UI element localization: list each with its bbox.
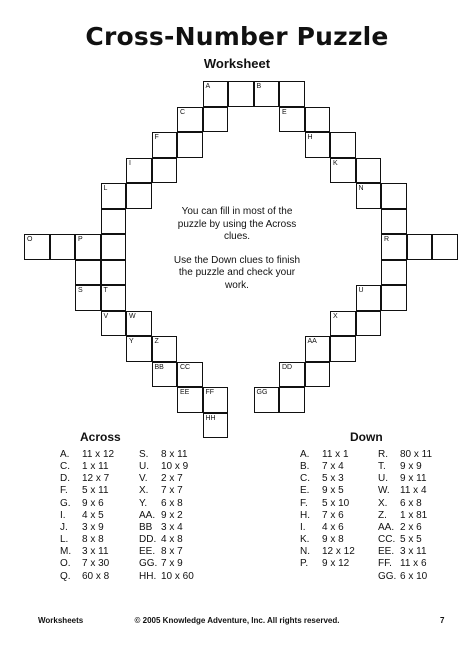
grid-cell[interactable]	[254, 387, 280, 413]
cell-label: O	[27, 236, 33, 243]
clue-row	[60, 558, 114, 570]
cell-label: C	[180, 108, 186, 116]
across-heading: Across	[80, 430, 121, 444]
clue-text: 6 x 8	[161, 497, 183, 509]
clue-label: U.	[139, 461, 149, 473]
clue-row	[378, 498, 432, 510]
grid-cell[interactable]	[177, 387, 203, 413]
cell-label: S	[78, 287, 83, 294]
clue-text: 4 x 5	[82, 509, 104, 521]
clue-text: 8 x 8	[82, 534, 104, 546]
footer-left: Worksheets	[38, 616, 84, 625]
grid-cell[interactable]	[203, 387, 229, 413]
grid-cell[interactable]	[381, 234, 407, 260]
clue-text: 5 x 11	[82, 485, 109, 497]
clue-label: EE.	[139, 546, 156, 558]
grid-cell[interactable]	[330, 311, 356, 337]
clue-label: AA.	[378, 521, 395, 533]
clue-row	[139, 510, 194, 522]
grid-cell[interactable]	[203, 81, 229, 107]
grid-cell[interactable]	[101, 285, 127, 311]
grid-cell[interactable]	[330, 336, 356, 362]
grid-cell[interactable]	[152, 362, 178, 388]
clue-text: 3 x 11	[82, 546, 109, 558]
clue-row	[60, 473, 114, 485]
grid-cell[interactable]	[126, 158, 152, 184]
down-clues-col1	[300, 449, 355, 571]
grid-cell[interactable]	[254, 81, 280, 107]
clue-row	[60, 485, 114, 497]
clue-label: D.	[60, 473, 70, 485]
clue-label: A.	[300, 449, 310, 460]
clue-row	[300, 473, 355, 485]
grid-cell[interactable]	[305, 336, 331, 362]
clue-row	[378, 534, 432, 546]
clue-text: 5 x 5	[400, 534, 422, 546]
clue-row	[378, 522, 432, 534]
clue-text: 60 x 8	[82, 570, 110, 582]
cell-label: H	[307, 134, 313, 141]
grid-cell[interactable]	[152, 336, 178, 362]
cell-label: FF	[205, 389, 215, 396]
clue-text: 4 x 6	[322, 521, 344, 533]
clue-text: 4 x 8	[161, 534, 183, 546]
cell-label: GG	[256, 389, 268, 396]
clue-row	[139, 449, 194, 461]
clue-row	[139, 546, 194, 558]
clue-label: C.	[60, 461, 70, 473]
clue-text: 1 x 81	[400, 509, 428, 521]
grid-cell[interactable]	[75, 234, 101, 260]
grid-cell[interactable]	[305, 107, 331, 133]
grid-cell[interactable]	[279, 387, 305, 413]
clue-label: B.	[300, 461, 310, 473]
clue-row	[60, 510, 114, 522]
cell-label: HH	[205, 414, 216, 422]
page-title: Cross-Number Puzzle	[85, 22, 389, 51]
clue-row	[300, 449, 355, 461]
clue-label: GG.	[139, 558, 158, 570]
clue-text: 8 x 7	[161, 546, 183, 558]
instructions	[170, 206, 304, 303]
clue-label: GG.	[378, 570, 397, 582]
grid-cell[interactable]	[50, 234, 76, 260]
clue-row	[139, 498, 194, 510]
across-clues-col2	[139, 449, 194, 583]
clue-text: 3 x 11	[400, 546, 427, 558]
clue-text: 12 x 7	[82, 473, 110, 485]
clue-row	[139, 558, 194, 570]
clue-row	[300, 558, 355, 570]
grid-cell[interactable]	[279, 107, 305, 133]
cell-label: P	[78, 236, 83, 243]
clue-text: 2 x 6	[400, 521, 422, 533]
clue-row	[378, 510, 432, 522]
grid-cell[interactable]	[330, 132, 356, 158]
clue-label: C.	[300, 473, 310, 485]
grid-cell[interactable]	[279, 81, 305, 107]
grid-cell[interactable]	[203, 413, 229, 439]
grid-cell[interactable]	[228, 81, 254, 107]
grid-cell[interactable]	[356, 285, 382, 311]
grid-cell[interactable]	[101, 209, 127, 235]
cell-label: I	[129, 159, 131, 167]
clue-label: F.	[60, 485, 68, 497]
clue-text: 10 x 60	[161, 570, 194, 582]
clue-label: I.	[60, 509, 66, 521]
clue-label: Y.	[139, 497, 148, 509]
clue-label: P.	[300, 558, 309, 570]
clue-text: 3 x 9	[82, 521, 104, 533]
clue-text: 6 x 10	[400, 570, 428, 582]
clue-text: 7 x 30	[82, 558, 110, 570]
clue-text: 9 x 6	[82, 497, 104, 509]
clue-row	[300, 546, 355, 558]
cell-label: A	[205, 83, 211, 90]
cell-label: B	[256, 83, 262, 90]
clue-row	[139, 461, 194, 473]
clue-label: V.	[139, 473, 148, 485]
grid-cell[interactable]	[126, 183, 152, 209]
footer-copyright: © 2005 Knowledge Adventure, Inc. All rights reserved.	[134, 616, 340, 625]
clue-label: BB	[139, 521, 153, 533]
clue-label: E.	[300, 485, 310, 497]
clue-text: 9 x 5	[322, 485, 344, 497]
grid-cell[interactable]	[177, 107, 203, 133]
clue-row	[60, 461, 114, 473]
clue-text: 9 x 8	[322, 534, 344, 546]
clue-row	[139, 522, 194, 534]
grid-cell[interactable]	[75, 285, 101, 311]
grid-cell[interactable]	[381, 209, 407, 235]
grid-cell[interactable]	[330, 158, 356, 184]
instructions-paragraph-2: Use the Down clues to finish the puzzle and check your work.	[173, 254, 301, 291]
clue-label: HH.	[139, 570, 157, 582]
clue-text: 7 x 7	[161, 485, 183, 497]
clue-text: 5 x 3	[322, 473, 344, 485]
grid-cell[interactable]	[305, 362, 331, 388]
grid-cell[interactable]	[381, 260, 407, 286]
clue-label: A.	[60, 449, 70, 460]
clue-text: 9 x 11	[400, 473, 427, 485]
cell-label: E	[282, 108, 287, 116]
clue-label: R.	[378, 449, 388, 460]
clue-text: 6 x 8	[400, 497, 422, 509]
clue-label: U.	[378, 473, 388, 485]
grid-cell[interactable]	[101, 311, 127, 337]
down-heading: Down	[350, 430, 383, 444]
clue-row	[378, 461, 432, 473]
clue-label: CC.	[378, 534, 396, 546]
clue-label: S.	[139, 449, 149, 460]
grid-cell[interactable]	[177, 362, 203, 388]
clue-row	[60, 534, 114, 546]
cell-label: K	[333, 159, 338, 167]
footer-page-number: 7	[440, 616, 445, 625]
clue-text: 12 x 12	[322, 546, 355, 558]
clue-text: 9 x 9	[400, 461, 422, 473]
clue-text: 2 x 7	[161, 473, 183, 485]
grid-cell[interactable]	[203, 107, 229, 133]
clue-label: X.	[139, 485, 149, 497]
grid-cell[interactable]	[305, 132, 331, 158]
cell-label: Y	[129, 338, 134, 345]
clue-label: AA.	[139, 509, 156, 521]
clue-label: L.	[60, 534, 69, 546]
clue-text: 11 x 6	[400, 558, 427, 570]
cell-label: V	[103, 312, 109, 320]
cell-label: N	[358, 185, 364, 192]
grid-cell[interactable]	[152, 132, 178, 158]
cell-label: DD	[282, 363, 293, 371]
clue-text: 11 x 4	[400, 485, 427, 497]
grid-cell[interactable]	[407, 234, 433, 260]
down-clues-col2	[378, 449, 432, 583]
clue-row	[300, 461, 355, 473]
cell-label: T	[103, 287, 108, 294]
clue-label: N.	[300, 546, 310, 558]
clue-row	[60, 546, 114, 558]
grid-cell[interactable]	[432, 234, 458, 260]
grid-cell[interactable]	[126, 336, 152, 362]
grid-cell[interactable]	[177, 132, 203, 158]
cell-label: W	[129, 312, 136, 320]
clue-row	[300, 522, 355, 534]
clue-text: 3 x 4	[161, 521, 183, 533]
clue-label: Z.	[378, 509, 387, 521]
cell-label: AA	[307, 338, 317, 345]
clue-label: M.	[60, 546, 72, 558]
clue-label: DD.	[139, 534, 157, 546]
cell-label: L	[103, 185, 108, 192]
cell-label: F	[154, 134, 159, 141]
grid-cell[interactable]	[356, 158, 382, 184]
clue-row	[378, 546, 432, 558]
clue-label: H.	[300, 509, 310, 521]
grid-cell[interactable]	[101, 260, 127, 286]
clue-text: 7 x 6	[322, 509, 344, 521]
clue-text: 9 x 2	[161, 509, 183, 521]
clue-row	[378, 558, 432, 570]
grid-cell[interactable]	[279, 362, 305, 388]
cell-label: U	[358, 287, 364, 294]
clue-row	[378, 571, 432, 583]
clue-text: 9 x 12	[322, 558, 350, 570]
clue-text: 80 x 11	[400, 449, 433, 460]
clue-row	[60, 498, 114, 510]
cell-label: EE	[180, 389, 190, 396]
grid-cell[interactable]	[101, 234, 127, 260]
cell-label: BB	[154, 363, 164, 371]
clue-row	[139, 534, 194, 546]
grid-cell[interactable]	[381, 285, 407, 311]
grid-cell[interactable]	[356, 183, 382, 209]
clue-row	[378, 449, 432, 461]
grid-cell[interactable]	[24, 234, 50, 260]
grid-cell[interactable]	[356, 311, 382, 337]
grid-cell[interactable]	[152, 158, 178, 184]
grid-cell[interactable]	[126, 311, 152, 337]
clue-row	[60, 571, 114, 583]
page-subtitle: Worksheet	[203, 56, 271, 71]
cell-label: R	[384, 236, 390, 243]
clue-row	[378, 485, 432, 497]
clue-label: T.	[378, 461, 386, 473]
clue-row	[300, 510, 355, 522]
clue-text: 8 x 11	[161, 449, 188, 460]
cell-label: CC	[180, 363, 191, 371]
clue-label: K.	[300, 534, 310, 546]
cell-label: Z	[154, 338, 159, 345]
clue-label: I.	[300, 521, 306, 533]
clue-label: O.	[60, 558, 71, 570]
clue-label: G.	[60, 497, 71, 509]
clue-row	[300, 498, 355, 510]
grid-cell[interactable]	[75, 260, 101, 286]
clue-text: 5 x 10	[322, 497, 350, 509]
grid-cell[interactable]	[101, 183, 127, 209]
clue-row	[60, 449, 114, 461]
instructions-paragraph-1: You can fill in most of the puzzle by using the Across clues.	[177, 206, 297, 242]
clue-label: Q.	[60, 570, 71, 582]
across-clues-col1	[60, 449, 114, 583]
clue-text: 10 x 9	[161, 461, 189, 473]
clue-row	[139, 473, 194, 485]
clue-label: X.	[378, 497, 388, 509]
clue-row	[300, 534, 355, 546]
clue-row	[139, 571, 194, 583]
grid-cell[interactable]	[381, 183, 407, 209]
clue-label: J.	[60, 521, 68, 533]
clue-label: W.	[378, 485, 390, 497]
clue-row	[60, 522, 114, 534]
clue-text: 1 x 11	[82, 461, 109, 473]
clue-text: 7 x 9	[161, 558, 183, 570]
clue-row	[378, 473, 432, 485]
clue-text: 11 x 12	[82, 449, 115, 460]
clue-row	[300, 485, 355, 497]
clue-text: 7 x 4	[322, 461, 344, 473]
clue-label: EE.	[378, 546, 395, 558]
cell-label: X	[333, 312, 338, 320]
clue-label: FF.	[378, 558, 392, 570]
clue-label: F.	[300, 497, 308, 509]
clue-text: 11 x 1	[322, 449, 349, 460]
clue-row	[139, 485, 194, 497]
